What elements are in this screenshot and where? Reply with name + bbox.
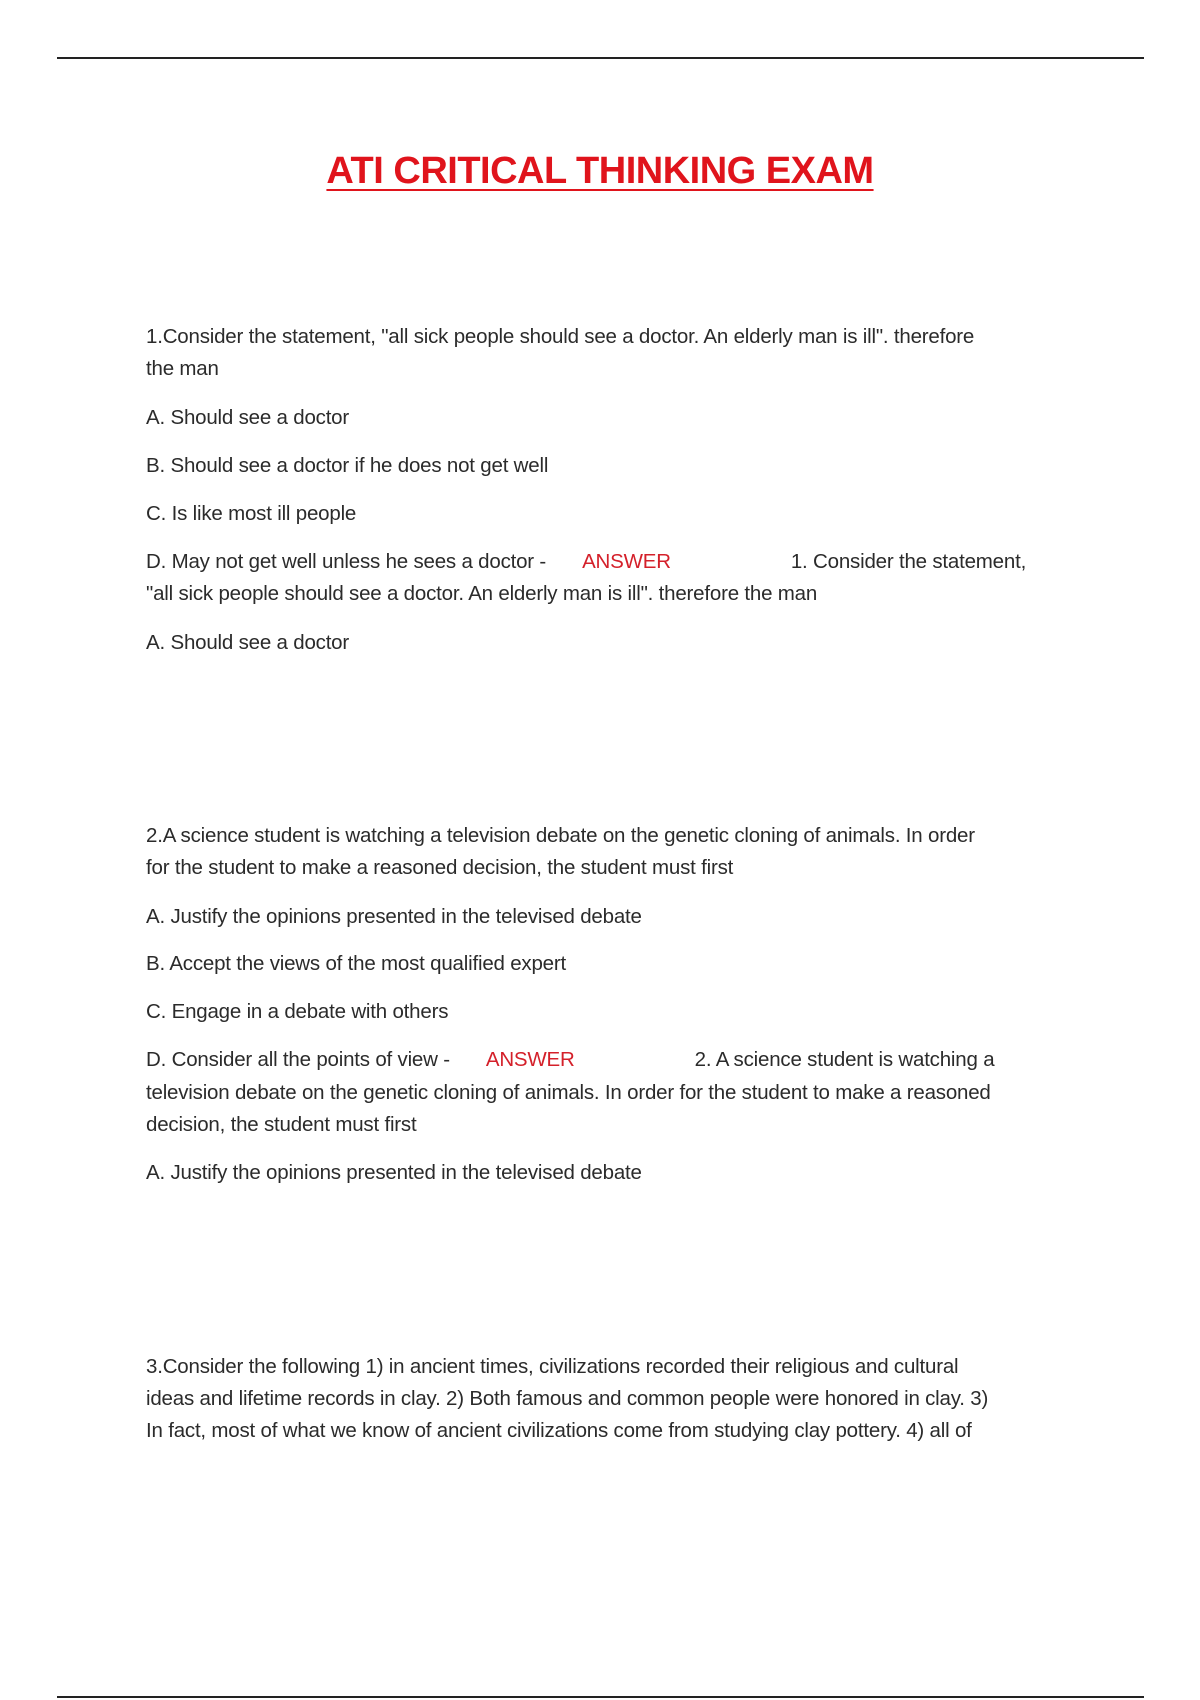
q1-option-a: A. Should see a doctor [146,406,350,429]
q1-option-c: C. Is like most ill people [146,502,357,525]
q2-repeat-line2: television debate on the genetic cloning of animals. In order for the student to make a reasoned [146,1081,991,1104]
q3-stem-line1: 3.Consider the following 1) in ancient times, civilizations recorded their religious and cultural [146,1355,959,1378]
q2-option-d-row [146,1044,1096,1076]
document-title [0,150,1200,193]
q1-stem-line2: the man [146,357,219,380]
footer-rule [57,1696,1144,1698]
q1-option-d-row [146,546,1096,578]
q1-option-b: B. Should see a doctor if he does not get well [146,454,549,477]
q2-option-c: C. Engage in a debate with others [146,1000,449,1023]
q2-repeat-line3: decision, the student must first [146,1113,417,1136]
q1-answer-label: ANSWER [582,550,671,573]
q1-repeat-line2: "all sick people should see a doctor. An elderly man is ill". therefore the man [146,582,818,605]
q1-stem-line1: 1.Consider the statement, "all sick people should see a doctor. An elderly man is ill". therefore [146,325,975,348]
q2-option-a: A. Justify the opinions presented in the televised debate [146,905,642,928]
q2-option-d: D. Consider all the points of view - [146,1048,450,1071]
q2-stem-line1: 2.A science student is watching a television debate on the genetic cloning of animals. In order [146,824,975,847]
q1-repeat-line1: 1. Consider the statement, [790,550,1027,573]
q2-repeat-option: A. Justify the opinions presented in the televised debate [146,1161,642,1184]
q1-option-d: D. May not get well unless he sees a doctor - [146,550,547,573]
q3-stem-line3: In fact, most of what we know of ancient civilizations come from studying clay pottery. 4) all of [146,1419,972,1442]
q2-option-b: B. Accept the views of the most qualified expert [146,952,566,975]
header-rule [57,57,1144,59]
q3-stem-line2: ideas and lifetime records in clay. 2) Both famous and common people were honored in clay. 3) [146,1387,989,1410]
document-title-text: ATI CRITICAL THINKING EXAM [326,150,874,192]
q1-repeat-option: A. Should see a doctor [146,631,350,654]
q2-repeat-line1: 2. A science student is watching a [694,1048,995,1071]
q2-stem-line2: for the student to make a reasoned decision, the student must first [146,856,734,879]
q2-answer-label: ANSWER [485,1048,575,1071]
